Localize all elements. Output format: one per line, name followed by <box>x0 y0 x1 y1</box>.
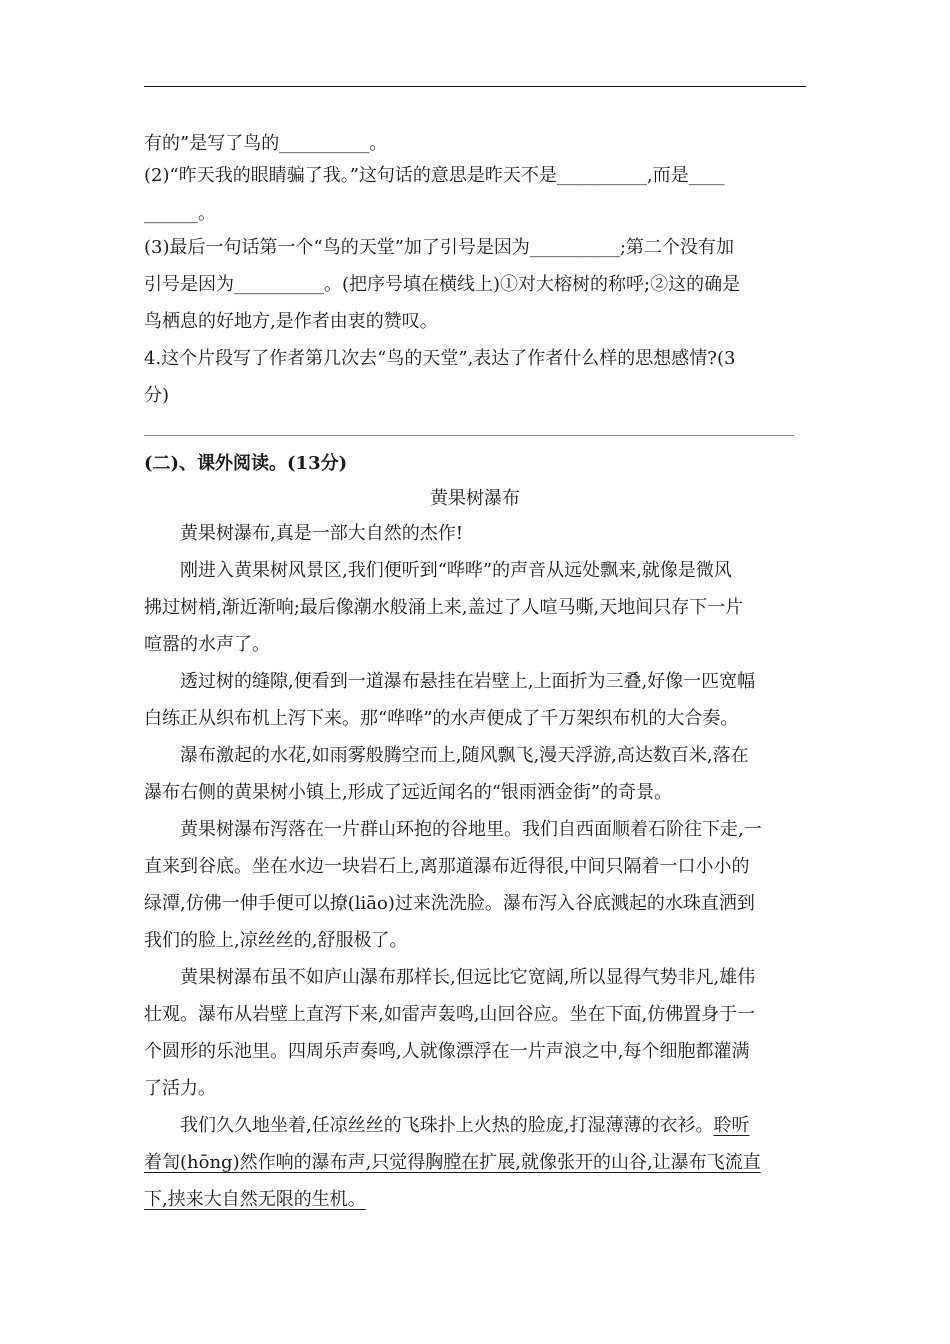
passage-p5-line4: 我们的脸上,凉丝丝的,舒服极了。 <box>144 930 408 951</box>
passage-p7-underlined-middle: 着訇(hōng)然作响的瀑布声,只觉得胸膛在扩展,就像张开的山谷,让瀑布飞流直 <box>144 1152 761 1173</box>
passage-p7-underlined-start: 聆听 <box>713 1115 750 1136</box>
passage-p2-line3: 喧嚣的水声了。 <box>144 634 270 655</box>
passage-p5-line3: 绿潭,仿佛一伸手便可以撩(liāo)过来洗洗脸。瀑布泻入谷底溅起的水珠直洒到 <box>144 893 755 914</box>
passage-p6-line2: 壮观。瀑布从岩壁上直泻下来,如雷声轰鸣,山回谷应。坐在下面,仿佛置身于一 <box>144 1004 756 1025</box>
passage-p7-line1-plain: 我们久久地坐着,任凉丝丝的飞珠扑上火热的脸庞,打湿薄薄的衣衫。 <box>180 1115 714 1136</box>
passage-p3-line1: 透过树的缝隙,便看到一道瀑布悬挂在岩壁上,上面折为三叠,好像一匹宽幅 <box>180 671 756 692</box>
passage-p7-line2 <box>144 1151 812 1175</box>
passage-p4-line1: 瀑布激起的水花,如雨雾般腾空而上,随风飘飞,漫天浮游,高达数百米,落在 <box>180 745 749 766</box>
passage-p6-line3: 个圆形的乐池里。四周乐声奏鸣,人就像漂浮在一片声浪之中,每个细胞都灌满 <box>144 1041 750 1062</box>
q3-part1-tail: 有的”是写了鸟的__________。 <box>144 133 388 154</box>
answer-line <box>144 435 794 436</box>
passage-p2-line2: 拂过树梢,渐近渐响;最后像潮水般涌上来,盖过了人喧马嘶,天地间只存下一片 <box>144 597 744 618</box>
passage-paragraph-1: 黄果树瀑布,真是一部大自然的杰作! <box>180 523 463 544</box>
passage-p7-line1 <box>180 1114 812 1138</box>
q3-part3-line3: 鸟栖息的好地方,是作者由衷的赞叹。 <box>144 311 438 332</box>
passage-p6-line4: 了活力。 <box>144 1078 216 1099</box>
q3-part2-line1: (2)“昨天我的眼睛骗了我。”这句话的意思是昨天不是__________,而是____ <box>144 165 725 186</box>
passage-p7-underlined-end: 下,挟来大自然无限的生机。 <box>144 1189 366 1210</box>
q3-part3-line1: (3)最后一句话第一个“鸟的天堂”加了引号是因为__________;第二个没有加 <box>144 237 734 258</box>
passage-p7-line3 <box>144 1188 812 1212</box>
passage-p5-line1: 黄果树瀑布泻落在一片群山环抱的谷地里。我们自西面顺着石阶往下走,一 <box>180 819 762 840</box>
passage-title: 黄果树瀑布 <box>430 488 520 509</box>
passage-p5-line2: 直来到谷底。坐在水边一块岩石上,离那道瀑布近得很,中间只隔着一口小小的 <box>144 856 750 877</box>
top-divider <box>144 86 806 87</box>
passage-p4-line2: 瀑布右侧的黄果树小镇上,形成了远近闻名的“银雨洒金街”的奇景。 <box>144 782 673 803</box>
passage-p3-line2: 白练正从织布机上泻下来。那“哗哗”的水声便成了千万架织布机的大合奏。 <box>144 708 739 729</box>
q4-line2: 分) <box>144 385 170 406</box>
q3-part3-line2: 引号是因为__________。(把序号填在横线上)①对大榕树的称呼;②这的确是 <box>144 274 741 295</box>
q3-part2-line2: ______。 <box>144 203 216 224</box>
passage-p2-line1: 刚进入黄果树风景区,我们便听到“哗哗”的声音从远处飘来,就像是微风 <box>180 560 732 581</box>
q4-line1: 4.这个片段写了作者第几次去“鸟的天堂”,表达了作者什么样的思想感情?(3 <box>144 348 736 369</box>
passage-p6-line1: 黄果树瀑布虽不如庐山瀑布那样长,但远比它宽阔,所以显得气势非凡,雄伟 <box>180 967 756 988</box>
section-heading: (二)、课外阅读。(13分) <box>144 453 348 474</box>
